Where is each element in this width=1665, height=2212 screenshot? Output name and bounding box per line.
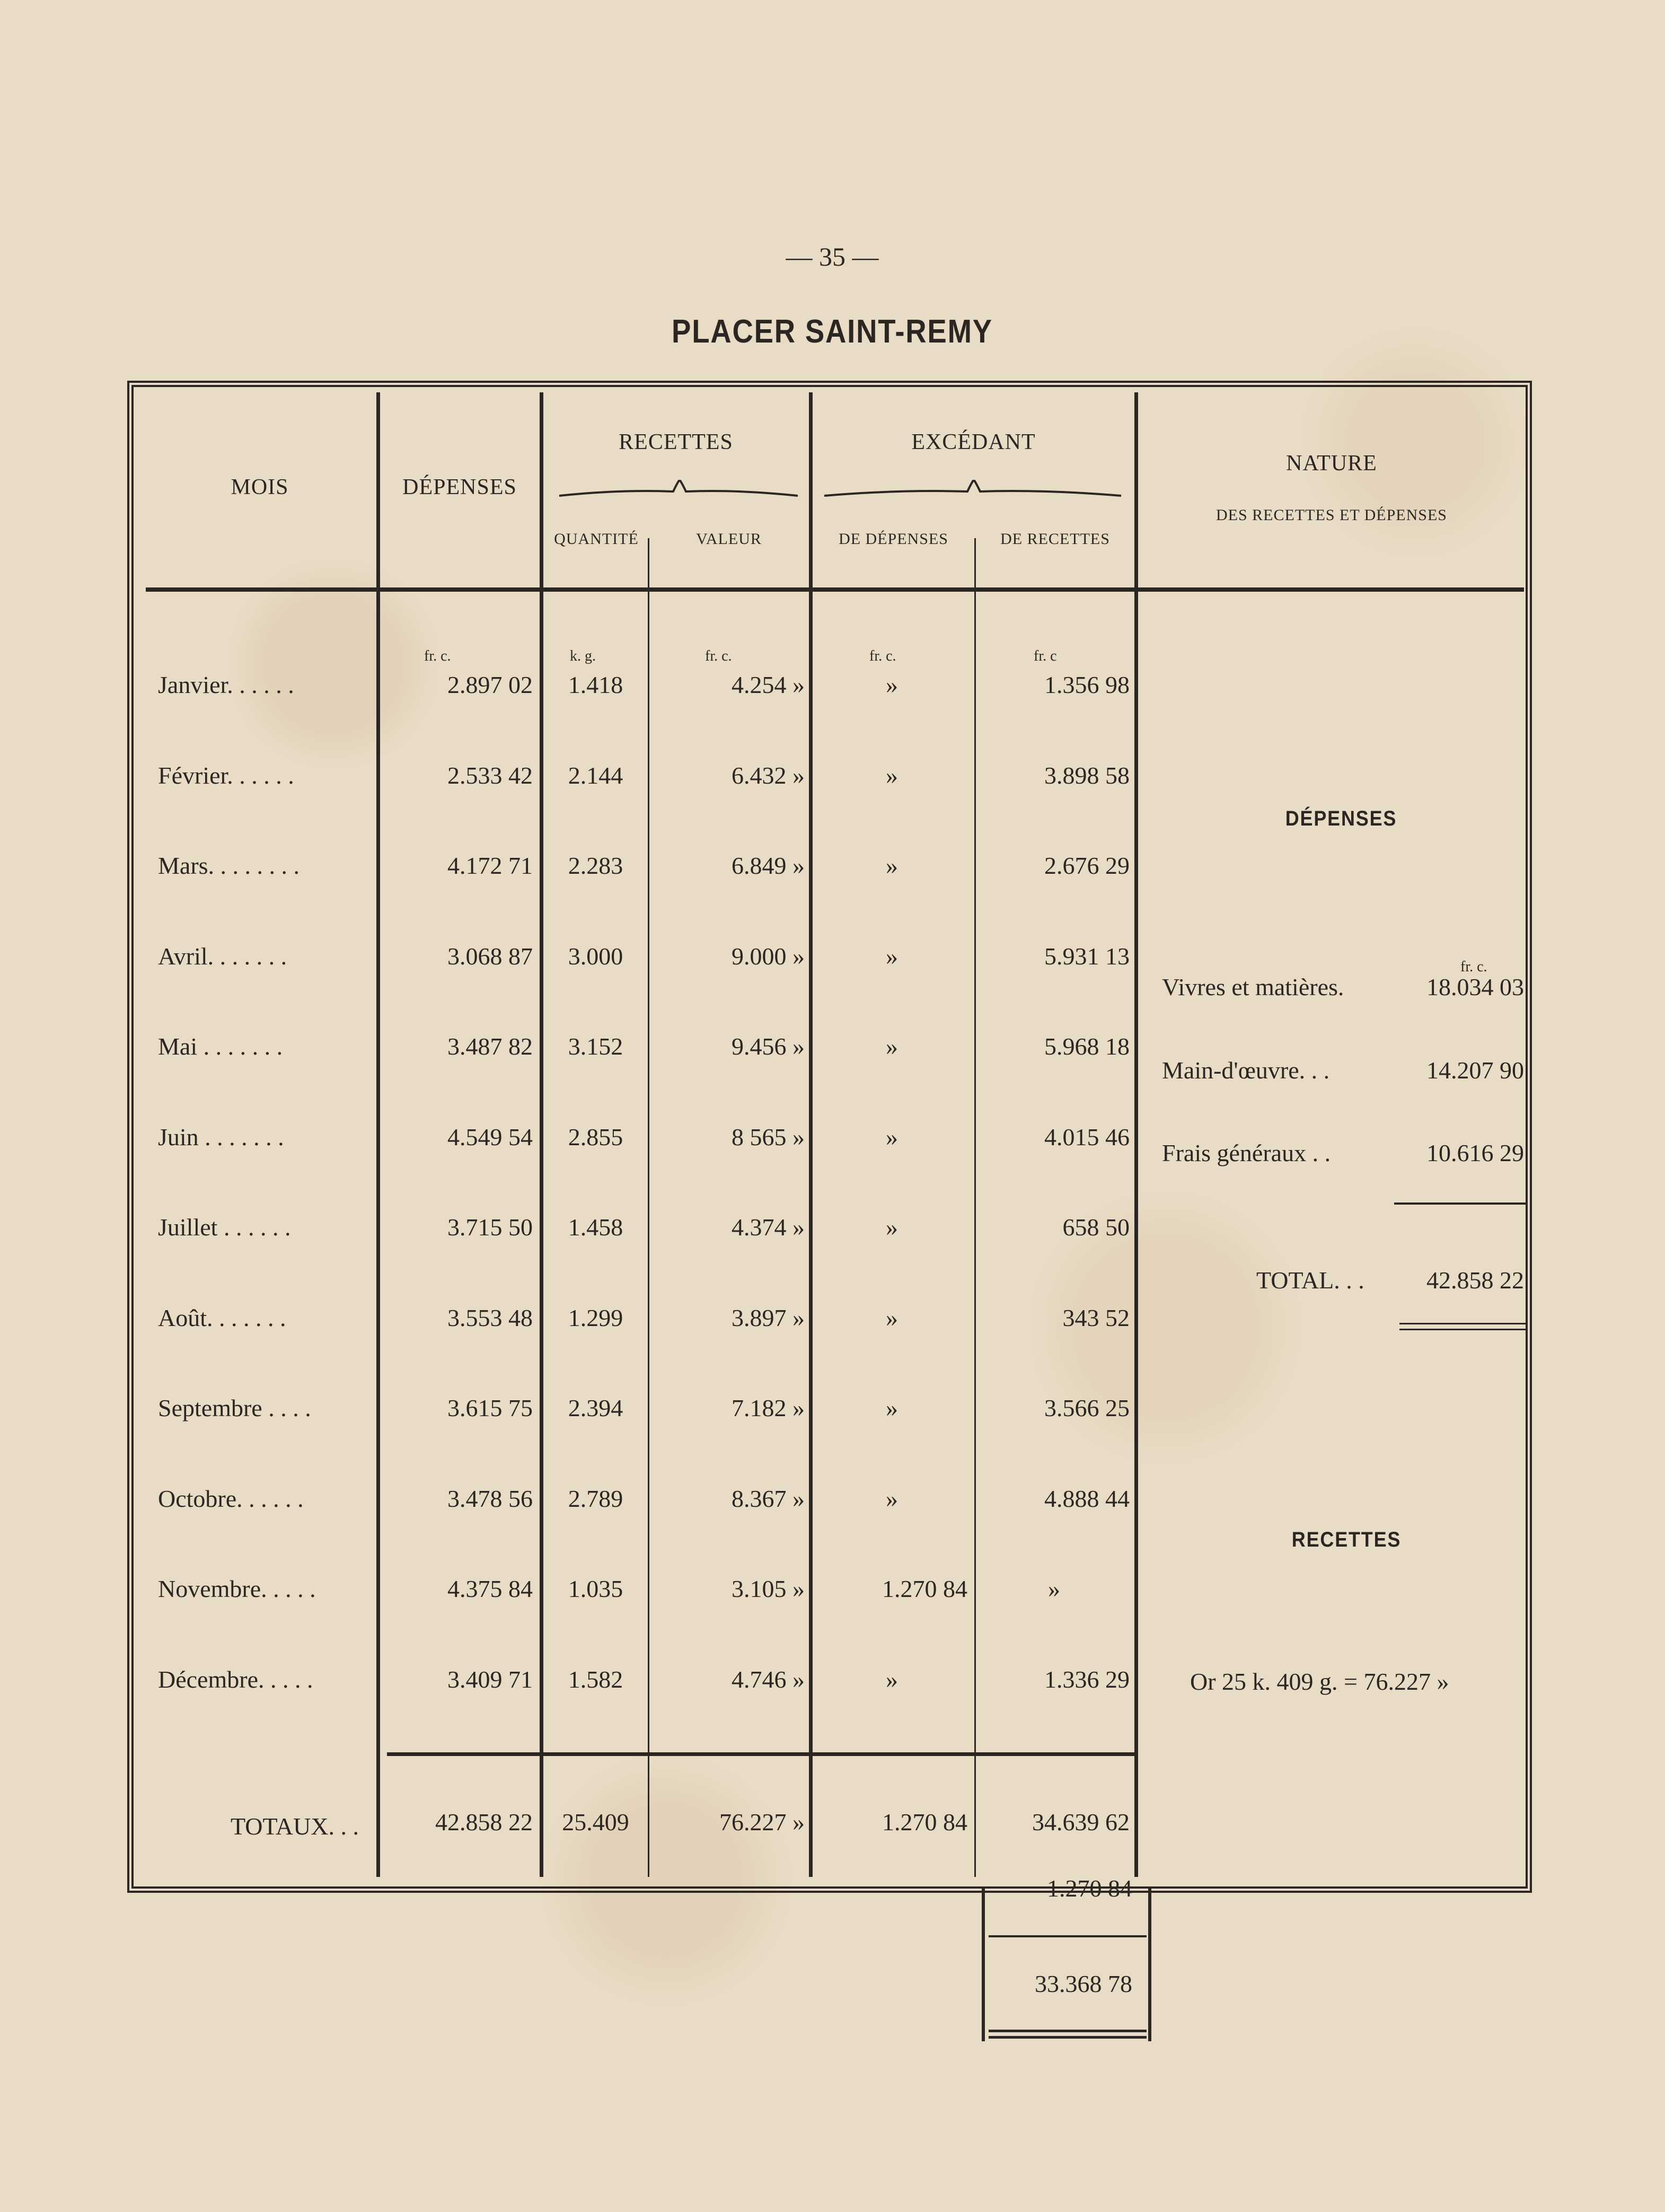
cell-quantite: 3.152 [568, 1033, 623, 1060]
net-box-bottom-rule-1 [989, 2030, 1147, 2032]
cell-valeur: 3.897 » [732, 1304, 805, 1331]
totals-valeur: 76.227 » [719, 1809, 805, 1836]
cell-depenses: 3.409 71 [447, 1666, 533, 1693]
cell-exc-dep: » [886, 1485, 898, 1512]
net-result: 33.368 78 [1035, 1970, 1132, 1997]
cell-depenses: 4.172 71 [447, 852, 533, 879]
nature-item-label: Main-d'œuvre. . . [1162, 1057, 1330, 1084]
cell-exc-dep: » [886, 1304, 898, 1331]
cell-exc-dep: » [886, 1033, 898, 1060]
cell-exc-rec: 3.566 25 [1044, 1394, 1130, 1421]
cell-valeur: 6.849 » [732, 852, 805, 879]
totals-label: TOTAUX. . . [231, 1813, 359, 1840]
cell-valeur: 4.254 » [732, 671, 805, 698]
cell-depenses: 3.715 50 [447, 1214, 533, 1241]
nature-total-double-rule-1 [1399, 1323, 1527, 1324]
net-box-mid-rule [989, 1935, 1147, 1937]
cell-mois: Août. . . . . . . [158, 1304, 286, 1331]
header-rule [146, 587, 1524, 592]
cell-quantite: 1.458 [568, 1214, 623, 1241]
cell-exc-rec: 5.968 18 [1044, 1033, 1130, 1060]
totals-quantite: 25.409 [562, 1809, 629, 1836]
cell-valeur: 3.105 » [732, 1575, 805, 1602]
nature-total-value: 42.858 22 [1426, 1267, 1524, 1294]
nature-item-value: 18.034 03 [1426, 973, 1524, 1000]
cell-depenses: 2.897 02 [447, 671, 533, 698]
header-nature: NATURE [1286, 451, 1377, 476]
cell-quantite: 3.000 [568, 943, 623, 970]
cell-valeur: 8.367 » [732, 1485, 805, 1512]
nature-item-value: 10.616 29 [1426, 1139, 1524, 1166]
nature-recettes-line: Or 25 k. 409 g. = 76.227 » [1190, 1668, 1449, 1695]
cell-exc-dep: » [886, 943, 898, 970]
cell-quantite: 2.855 [568, 1123, 623, 1151]
cell-exc-dep: » [886, 1394, 898, 1421]
cell-quantite: 2.394 [568, 1394, 623, 1421]
cell-valeur: 9.000 » [732, 943, 805, 970]
page-title: PLACER SAINT-REMY [672, 313, 993, 350]
cell-exc-rec: 658 50 [1062, 1214, 1130, 1241]
cell-mois: Février. . . . . . [158, 762, 294, 789]
cell-depenses: 4.375 84 [447, 1575, 533, 1602]
header-quantite: QUANTITÉ [554, 530, 639, 548]
header-de-depenses: DE DÉPENSES [839, 530, 948, 548]
cell-valeur: 7.182 » [732, 1394, 805, 1421]
nature-unit: fr. c. [1460, 959, 1487, 975]
cell-exc-rec: 4.888 44 [1044, 1485, 1130, 1512]
cell-mois: Octobre. . . . . . [158, 1485, 304, 1512]
col-rule-2 [540, 392, 543, 1877]
unit-quantite: k. g. [570, 648, 596, 664]
cell-valeur: 9.456 » [732, 1033, 805, 1060]
cell-valeur: 4.374 » [732, 1214, 805, 1241]
unit-exc-dep: fr. c. [869, 648, 896, 664]
cell-quantite: 1.418 [568, 671, 623, 698]
unit-depenses: fr. c. [424, 648, 451, 664]
cell-exc-dep: » [886, 1214, 898, 1241]
cell-exc-rec: 1.356 98 [1044, 671, 1130, 698]
cell-mois: Avril. . . . . . . [158, 943, 287, 970]
cell-quantite: 2.283 [568, 852, 623, 879]
cell-depenses: 3.615 75 [447, 1394, 533, 1421]
cell-depenses: 4.549 54 [447, 1123, 533, 1151]
cell-quantite: 2.144 [568, 762, 623, 789]
cell-mois: Décembre. . . . . [158, 1666, 313, 1693]
nature-total-label: TOTAL. . . [1256, 1267, 1364, 1294]
excedant-brace [822, 480, 1124, 501]
header-depenses: DÉPENSES [402, 475, 517, 499]
cell-valeur: 8 565 » [732, 1123, 805, 1151]
cell-mois: Juin . . . . . . . [158, 1123, 284, 1151]
cell-exc-rec: 1.336 29 [1044, 1666, 1130, 1693]
net-box-bottom-rule-2 [989, 2036, 1147, 2039]
net-box-right-rule [1148, 1888, 1151, 2041]
cell-exc-dep: » [886, 852, 898, 879]
cell-depenses: 3.553 48 [447, 1304, 533, 1331]
cell-valeur: 4.746 » [732, 1666, 805, 1693]
cell-mois: Mai . . . . . . . [158, 1033, 283, 1060]
nature-item-value: 14.207 90 [1426, 1057, 1524, 1084]
header-nature-sub: DES RECETTES ET DÉPENSES [1216, 506, 1447, 524]
unit-valeur: fr. c. [705, 648, 732, 664]
cell-mois: Mars. . . . . . . . [158, 852, 300, 879]
totals-rule [387, 1752, 1134, 1756]
header-de-recettes: DE RECETTES [1000, 530, 1110, 548]
totals-exc-dep: 1.270 84 [882, 1809, 967, 1836]
page-number: — 35 — [786, 242, 879, 271]
cell-exc-rec: 4.015 46 [1044, 1123, 1130, 1151]
cell-exc-rec: 3.898 58 [1044, 762, 1130, 789]
col-rule-1 [376, 392, 380, 1877]
col-rule-5 [974, 538, 976, 1877]
nature-item-label: Vivres et matières. [1162, 973, 1344, 1000]
col-rule-6 [1134, 392, 1138, 1877]
cell-valeur: 6.432 » [732, 762, 805, 789]
totals-depenses: 42.858 22 [435, 1809, 533, 1836]
header-excedant: EXCÉDANT [911, 430, 1036, 454]
cell-quantite: 1.582 [568, 1666, 623, 1693]
header-recettes: RECETTES [619, 430, 733, 454]
cell-exc-dep: 1.270 84 [882, 1575, 967, 1602]
nature-item-label: Frais généraux . . [1162, 1139, 1331, 1166]
header-valeur: VALEUR [696, 530, 762, 548]
nature-depenses-title: DÉPENSES [1285, 807, 1397, 830]
cell-depenses: 3.478 56 [447, 1485, 533, 1512]
cell-exc-dep: » [886, 1666, 898, 1693]
recettes-brace [557, 480, 800, 501]
cell-exc-rec: 343 52 [1062, 1304, 1130, 1331]
net-subtract: 1.270 84 [1047, 1875, 1132, 1902]
nature-total-double-rule-2 [1399, 1329, 1527, 1330]
cell-depenses: 2.533 42 [447, 762, 533, 789]
cell-quantite: 1.299 [568, 1304, 623, 1331]
nature-total-rule [1394, 1202, 1527, 1205]
cell-exc-rec: » [1048, 1575, 1060, 1602]
totals-exc-rec: 34.639 62 [1032, 1809, 1130, 1836]
cell-exc-dep: » [886, 671, 898, 698]
cell-depenses: 3.068 87 [447, 943, 533, 970]
col-rule-3 [648, 538, 649, 1877]
unit-exc-rec: fr. c [1034, 648, 1057, 664]
cell-quantite: 2.789 [568, 1485, 623, 1512]
col-rule-4 [809, 392, 813, 1877]
cell-exc-dep: » [886, 1123, 898, 1151]
cell-exc-dep: » [886, 762, 898, 789]
net-box-left-rule [982, 1888, 985, 2041]
cell-mois: Novembre. . . . . [158, 1575, 316, 1602]
cell-depenses: 3.487 82 [447, 1033, 533, 1060]
header-mois: MOIS [231, 475, 289, 499]
cell-exc-rec: 5.931 13 [1044, 943, 1130, 970]
cell-mois: Juillet . . . . . . [158, 1214, 291, 1241]
cell-quantite: 1.035 [568, 1575, 623, 1602]
nature-recettes-title: RECETTES [1291, 1528, 1402, 1551]
cell-mois: Septembre . . . . [158, 1394, 311, 1421]
cell-mois: Janvier. . . . . . [158, 671, 294, 698]
cell-exc-rec: 2.676 29 [1044, 852, 1130, 879]
